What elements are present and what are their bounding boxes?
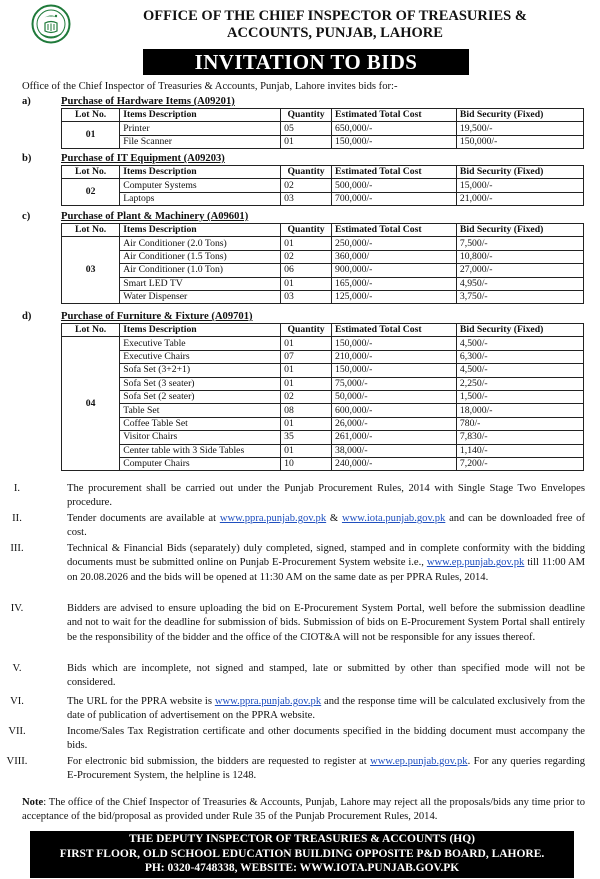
table-row bbox=[62, 179, 584, 192]
website-link[interactable]: www.ep.punjab.gov.pk bbox=[426, 557, 525, 569]
item-bid-security: 27,000/- bbox=[456, 264, 583, 277]
clause-text bbox=[67, 542, 585, 585]
clause-number: VII. bbox=[8, 726, 26, 737]
item-quantity: 01 bbox=[281, 417, 332, 430]
clause-text-part: . For any queries regarding E-Procurement System, the helpline is 1248. bbox=[67, 756, 586, 782]
item-description: Executive Table bbox=[120, 337, 281, 350]
table-row bbox=[62, 135, 584, 148]
item-bid-security: 150,000/- bbox=[456, 135, 583, 148]
lot-number: 03 bbox=[62, 237, 120, 304]
bid-table bbox=[61, 165, 584, 206]
item-bid-security: 4,500/- bbox=[456, 337, 583, 350]
clause-text-part: The URL for the PPRA website is bbox=[67, 696, 215, 707]
column-header: Estimated Total Cost bbox=[331, 224, 456, 237]
item-bid-security: 21,000/- bbox=[456, 192, 583, 205]
table-header-row bbox=[62, 324, 584, 337]
clause-text-part: Tender documents are available at bbox=[67, 513, 220, 524]
item-estimated-cost: 165,000/- bbox=[331, 277, 456, 290]
item-description: Executive Chairs bbox=[120, 350, 281, 363]
item-quantity: 02 bbox=[281, 390, 332, 403]
clause-text-part: Bidders are advised to ensure uploading the bid on E-Procurement System Portal, well before the submission deadline and not to wait for the deadline for submission of bids. Submission of bids on E-Procurement System Portal shall entirely be the responsibility of the bidder and the office of the CIOT&A will not be responsible for any issues thereof. bbox=[67, 603, 585, 643]
note-label: Note bbox=[22, 797, 44, 808]
item-description: Table Set bbox=[120, 404, 281, 417]
column-header: Items Description bbox=[120, 166, 281, 179]
clause-number: III. bbox=[10, 543, 24, 554]
item-estimated-cost: 38,000/- bbox=[331, 444, 456, 457]
clause-text bbox=[67, 602, 585, 645]
clause-text-part: Bids which are incomplete, not signed and stamped, late or submitted by other than specified mode will not be considered. bbox=[67, 663, 585, 689]
clause-text-part: & bbox=[326, 513, 342, 524]
table-header-row bbox=[62, 224, 584, 237]
table-row bbox=[62, 290, 584, 303]
item-description: Sofa Set (2 seater) bbox=[120, 390, 281, 403]
table-row bbox=[62, 444, 584, 457]
item-bid-security: 7,500/- bbox=[456, 237, 583, 250]
table-row bbox=[62, 277, 584, 290]
section-letter: d) bbox=[22, 311, 32, 322]
column-header: Lot No. bbox=[62, 224, 120, 237]
item-quantity: 01 bbox=[281, 337, 332, 350]
item-quantity: 35 bbox=[281, 431, 332, 444]
item-quantity: 01 bbox=[281, 377, 332, 390]
table-row bbox=[62, 377, 584, 390]
item-description: File Scanner bbox=[120, 135, 281, 148]
column-header: Items Description bbox=[120, 224, 281, 237]
item-bid-security: 4,950/- bbox=[456, 277, 583, 290]
item-estimated-cost: 240,000/- bbox=[331, 457, 456, 470]
column-header: Items Description bbox=[120, 109, 281, 122]
bid-table bbox=[61, 323, 584, 471]
intro-text: Office of the Chief Inspector of Treasuries & Accounts, Punjab, Lahore invites bids for:- bbox=[22, 81, 398, 92]
column-header: Quantity bbox=[281, 224, 332, 237]
item-estimated-cost: 150,000/- bbox=[331, 135, 456, 148]
clause-text bbox=[67, 755, 585, 784]
clause-number: II. bbox=[12, 513, 22, 524]
item-estimated-cost: 26,000/- bbox=[331, 417, 456, 430]
item-quantity: 08 bbox=[281, 404, 332, 417]
invitation-title: INVITATION TO BIDS bbox=[143, 49, 469, 75]
clause-text-part: The procurement shall be carried out under the Punjab Procurement Rules, 2014 with Single Stage Two Envelopes procedure. bbox=[67, 483, 585, 509]
section-letter: c) bbox=[22, 211, 31, 222]
item-bid-security: 1,140/- bbox=[456, 444, 583, 457]
column-header: Lot No. bbox=[62, 109, 120, 122]
clause-text bbox=[67, 725, 585, 754]
table-header-row bbox=[62, 109, 584, 122]
item-description: Visitor Chairs bbox=[120, 431, 281, 444]
item-bid-security: 6,300/- bbox=[456, 350, 583, 363]
government-emblem-icon bbox=[31, 4, 71, 44]
column-header: Quantity bbox=[281, 324, 332, 337]
lot-number: 01 bbox=[62, 122, 120, 149]
item-description: Air Conditioner (1.5 Tons) bbox=[120, 250, 281, 263]
header bbox=[0, 0, 600, 80]
item-description: Computer Systems bbox=[120, 179, 281, 192]
item-description: Air Conditioner (2.0 Tons) bbox=[120, 237, 281, 250]
item-quantity: 10 bbox=[281, 457, 332, 470]
column-header: Items Description bbox=[120, 324, 281, 337]
item-quantity: 05 bbox=[281, 122, 332, 135]
table-row bbox=[62, 237, 584, 250]
column-header: Estimated Total Cost bbox=[331, 109, 456, 122]
footer-line3: PH: 0320-4748338, WEBSITE: WWW.IOTA.PUNJAB.GOV.PK bbox=[144, 862, 460, 875]
item-quantity: 01 bbox=[281, 237, 332, 250]
item-quantity: 02 bbox=[281, 179, 332, 192]
lot-number: 02 bbox=[62, 179, 120, 206]
item-bid-security: 7,200/- bbox=[456, 457, 583, 470]
item-quantity: 01 bbox=[281, 444, 332, 457]
table-row bbox=[62, 364, 584, 377]
item-description: Sofa Set (3+2+1) bbox=[120, 364, 281, 377]
item-bid-security: 3,750/- bbox=[456, 290, 583, 303]
item-bid-security: 7,830/- bbox=[456, 431, 583, 444]
table-row bbox=[62, 264, 584, 277]
item-bid-security: 10,800/- bbox=[456, 250, 583, 263]
column-header: Bid Security (Fixed) bbox=[456, 109, 583, 122]
table-row bbox=[62, 192, 584, 205]
clause-text bbox=[67, 512, 585, 541]
item-bid-security: 15,000/- bbox=[456, 179, 583, 192]
table-row bbox=[62, 390, 584, 403]
item-estimated-cost: 75,000/- bbox=[331, 377, 456, 390]
clause-text bbox=[67, 695, 585, 724]
bid-table bbox=[61, 223, 584, 304]
column-header: Bid Security (Fixed) bbox=[456, 166, 583, 179]
section-letter: a) bbox=[22, 96, 31, 107]
clause-text bbox=[67, 482, 585, 511]
item-bid-security: 19,500/- bbox=[456, 122, 583, 135]
footer-line1: THE DEPUTY INSPECTOR OF TREASURIES & ACCOUNTS (HQ) bbox=[128, 833, 476, 845]
clause-text-part: and can be downloaded free of cost. bbox=[67, 513, 585, 539]
item-description: Computer Chairs bbox=[120, 457, 281, 470]
table-row bbox=[62, 417, 584, 430]
table-row bbox=[62, 404, 584, 417]
item-description: Sofa Set (3 seater) bbox=[120, 377, 281, 390]
item-estimated-cost: 650,000/- bbox=[331, 122, 456, 135]
item-description: Center table with 3 Side Tables bbox=[120, 444, 281, 457]
clause-text-part: till 11:00 AM on 20.08.2026 and the bids will be opened at 11:30 AM on the same date as per PPRA Rules, 2014. bbox=[67, 557, 585, 583]
column-header: Lot No. bbox=[62, 166, 120, 179]
item-quantity: 06 bbox=[281, 264, 332, 277]
item-estimated-cost: 50,000/- bbox=[331, 390, 456, 403]
item-description: Laptops bbox=[120, 192, 281, 205]
item-quantity: 01 bbox=[281, 364, 332, 377]
item-quantity: 02 bbox=[281, 250, 332, 263]
item-bid-security: 780/- bbox=[456, 417, 583, 430]
item-estimated-cost: 500,000/- bbox=[331, 179, 456, 192]
clause-text-part: Technical & Financial Bids (separately) duly completed, signed, stamped and in complete conformity with the bidding documents must be submitted online on Punjab E-Procurement System website i.e., bbox=[67, 543, 585, 569]
table-row bbox=[62, 122, 584, 135]
office-title-line2: ACCOUNTS, PUNJAB, LAHORE bbox=[227, 24, 443, 41]
item-description: Air Conditioner (1.0 Ton) bbox=[120, 264, 281, 277]
website-link[interactable]: www.ppra.punjab.gov.pk bbox=[214, 696, 322, 707]
lot-number: 04 bbox=[62, 337, 120, 471]
item-estimated-cost: 360,000/ bbox=[331, 250, 456, 263]
footer-line2: FIRST FLOOR, OLD SCHOOL EDUCATION BUILDING OPPOSITE P&D BOARD, LAHORE. bbox=[59, 847, 545, 860]
section-title: Purchase of IT Equipment (A09203) bbox=[61, 153, 225, 164]
column-header: Estimated Total Cost bbox=[331, 166, 456, 179]
item-estimated-cost: 700,000/- bbox=[331, 192, 456, 205]
section-title: Purchase of Furniture & Fixture (A09701) bbox=[61, 311, 253, 322]
item-estimated-cost: 250,000/- bbox=[331, 237, 456, 250]
column-header: Quantity bbox=[281, 166, 332, 179]
clause-number: I. bbox=[13, 483, 21, 494]
footer-contact bbox=[30, 831, 574, 878]
table-row bbox=[62, 457, 584, 470]
clause-number: IV. bbox=[10, 603, 24, 614]
section-letter: b) bbox=[22, 153, 32, 164]
website-link[interactable]: www.ep.punjab.gov.pk bbox=[370, 756, 468, 767]
table-row bbox=[62, 431, 584, 444]
item-estimated-cost: 261,000/- bbox=[331, 431, 456, 444]
office-title-line1: OFFICE OF THE CHIEF INSPECTOR OF TREASURIES & bbox=[143, 8, 527, 24]
item-description: Printer bbox=[120, 122, 281, 135]
clause-number: VI. bbox=[10, 696, 24, 707]
clause-number: VIII. bbox=[6, 756, 28, 767]
item-description: Smart LED TV bbox=[120, 277, 281, 290]
clause-text bbox=[67, 662, 585, 691]
office-title bbox=[100, 8, 570, 41]
clause-text-part: For electronic bid submission, the bidders are requested to register at bbox=[67, 756, 371, 767]
item-quantity: 01 bbox=[281, 135, 332, 148]
column-header: Quantity bbox=[281, 109, 332, 122]
item-quantity: 01 bbox=[281, 277, 332, 290]
website-link[interactable]: www.iota.punjab.gov.pk bbox=[341, 513, 446, 524]
item-description: Water Dispenser bbox=[120, 290, 281, 303]
item-quantity: 03 bbox=[281, 290, 332, 303]
item-estimated-cost: 150,000/- bbox=[331, 364, 456, 377]
website-link[interactable]: www.ppra.punjab.gov.pk bbox=[219, 513, 327, 524]
column-header: Estimated Total Cost bbox=[331, 324, 456, 337]
column-header: Bid Security (Fixed) bbox=[456, 324, 583, 337]
column-header: Lot No. bbox=[62, 324, 120, 337]
table-row bbox=[62, 337, 584, 350]
bid-table bbox=[61, 108, 584, 149]
note-text: : The office of the Chief Inspector of Treasuries & Accounts, Punjab, Lahore may reject all the proposals/bids any time prior to acceptance of the bid/proposal as provided under Rule 35 of the Punjab Procurement Rules, 2014. bbox=[22, 797, 585, 823]
clause-text-part: and the response time will be calculated exclusively from the date of publication of advertisement on the PPRA website. bbox=[67, 696, 585, 722]
column-header: Bid Security (Fixed) bbox=[456, 224, 583, 237]
item-bid-security: 4,500/- bbox=[456, 364, 583, 377]
item-estimated-cost: 600,000/- bbox=[331, 404, 456, 417]
item-estimated-cost: 900,000/- bbox=[331, 264, 456, 277]
item-estimated-cost: 210,000/- bbox=[331, 350, 456, 363]
table-row bbox=[62, 250, 584, 263]
note bbox=[22, 796, 585, 825]
item-quantity: 03 bbox=[281, 192, 332, 205]
clause-number: V. bbox=[12, 663, 22, 674]
table-header-row bbox=[62, 166, 584, 179]
section-title: Purchase of Hardware Items (A09201) bbox=[61, 96, 235, 107]
section-title: Purchase of Plant & Machinery (A09601) bbox=[61, 211, 249, 222]
item-bid-security: 1,500/- bbox=[456, 390, 583, 403]
item-estimated-cost: 125,000/- bbox=[331, 290, 456, 303]
item-bid-security: 2,250/- bbox=[456, 377, 583, 390]
table-row bbox=[62, 350, 584, 363]
item-bid-security: 18,000/- bbox=[456, 404, 583, 417]
item-description: Coffee Table Set bbox=[120, 417, 281, 430]
clause-text-part: Income/Sales Tax Registration certificate and other documents specified in the bidding document must accompany the bids. bbox=[67, 726, 585, 752]
item-quantity: 07 bbox=[281, 350, 332, 363]
item-estimated-cost: 150,000/- bbox=[331, 337, 456, 350]
